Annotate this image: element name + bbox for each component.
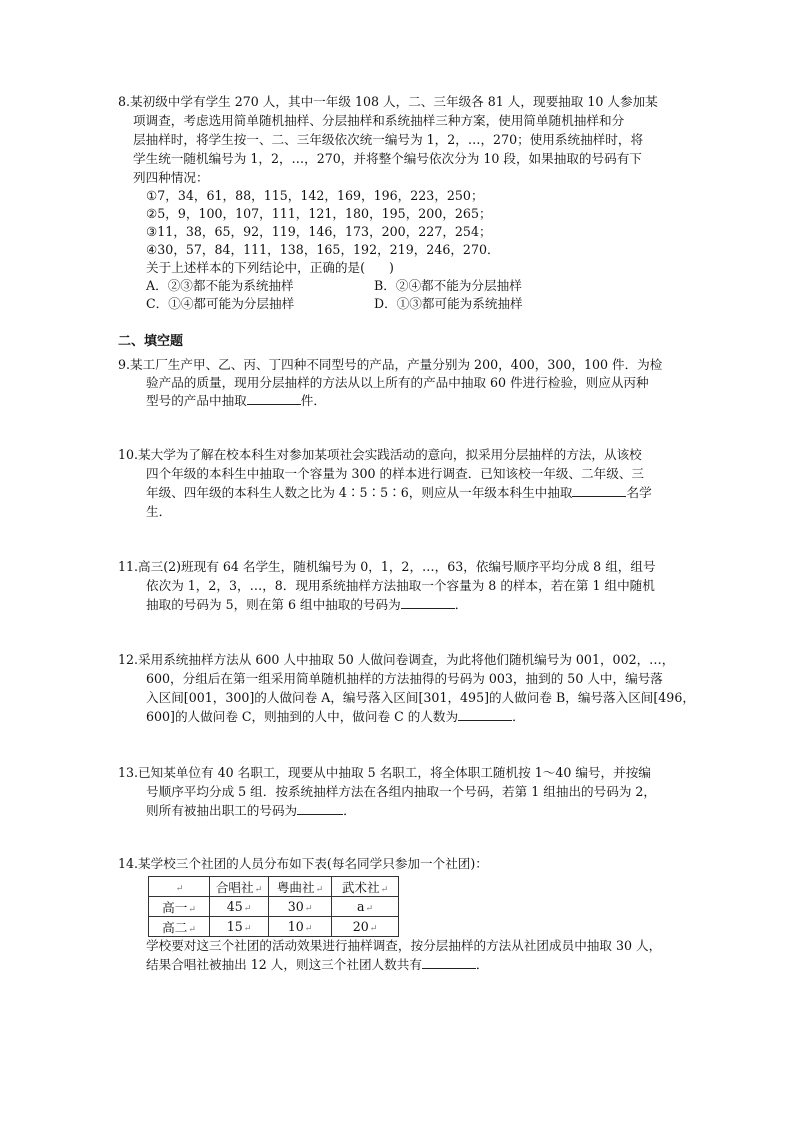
q8-case-3: ③11，38，65，92，119，146，173，200，227，254； <box>146 224 492 239</box>
table-cell: 高二↵ <box>149 917 210 937</box>
q8-case-4: ④30，57，84，111，138，165，192，219，246，270． <box>146 242 500 257</box>
q9-line-2: 验产品的质量，现用分层抽样的方法从以上所有的产品中抽取 60 件进行检验，则应从丙种 <box>146 375 649 390</box>
q8-option-c: C．①④都可能为分层抽样 <box>146 296 295 311</box>
q8-line-1: 8.某初级中学有学生 270 人，其中一年级 108 人，二、三年级各 81 人，现要抽取 10 人参加某 <box>118 94 658 109</box>
q8-stem-question: 关于上述样本的下列结论中，正确的是( ) <box>146 260 394 275</box>
q9-line-1: 9.某工厂生产甲、乙、丙、丁四种不同型号的产品，产量分别为 200，400，300，100 件．为检 <box>118 357 663 372</box>
q9-line-3 <box>146 392 326 410</box>
q14-tail: ． <box>475 957 489 972</box>
q8-case-2: ②5，9，100，107，111，121，180，195，200，265； <box>146 206 492 221</box>
q9-tail: 件． <box>300 393 326 408</box>
q14-line-2 <box>146 956 489 974</box>
q12-tail: ． <box>512 709 525 724</box>
q12-line-2: 600，分组后在第一组采用简单随机抽样的方法抽得的号码为 003，抽到的 50 人中，编号落 <box>146 671 663 686</box>
q11-line-2: 依次为 1，2，3，…，8．现用系统抽样方法抽取一个容量为 8 的样本，若在第 1 组中随机 <box>146 578 655 593</box>
q8-line-5: 列四种情况： <box>133 170 209 185</box>
q13-line-3-text: 则所有被抽出职工的号码为 <box>146 803 298 818</box>
q10-answer-blank[interactable] <box>572 484 626 497</box>
q8-line-2: 项调查，考虑选用简单随机抽样、分层抽样和系统抽样三种方案，使用简单随机抽样和分 <box>133 113 625 128</box>
q10-line-1: 10.某大学为了解在校本科生对参加某项社会实践活动的意向，拟采用分层抽样的方法，从该校 <box>118 447 642 462</box>
q11-line-3 <box>146 596 467 614</box>
q12-line-4 <box>146 708 525 726</box>
q13-line-1: 13.已知某单位有 40 名职工，现要从中抽取 5 名职工，将全体职工随机按 1～40 编号，并按编 <box>118 765 651 780</box>
table-cell: 高一↵ <box>149 897 210 917</box>
table-header-row <box>149 877 399 897</box>
q8-case-1: ①7，34，61，88，115，142，169，196，223，250； <box>146 188 484 203</box>
q8-option-b: B．②④都不能为分层抽样 <box>374 278 522 293</box>
q11-line-1: 11.高三(2)班现有 64 名学生，随机编号为 0，1，2，…，63，依编号顺序平均分成 8 组，组号 <box>118 559 656 574</box>
q11-tail: ． <box>454 597 468 612</box>
q14-line-2-text: 结果合唱社被抽出 12 人，则这三个社团人数共有 <box>146 957 422 972</box>
q12-line-1: 12.采用系统抽样方法从 600 人中抽取 50 人做问卷调查，为此将他们随机编号为 001，002，…， <box>118 652 675 667</box>
q8-line-4: 学生统一随机编号为 1，2，…，270，并将整个编号依次分为 10 段，如果抽取的号码有下 <box>133 151 642 166</box>
q10-line-3-text: 年级、四年级的本科生人数之比为 4∶5∶5∶6，则应从一年级本科生中抽取 <box>146 485 573 500</box>
q10-line-3 <box>146 484 652 502</box>
q11-line-3-text: 抽取的号码为 5，则在第 6 组中抽取的号码为 <box>146 597 401 612</box>
club-distribution-table <box>148 876 399 937</box>
q12-line-4-text: 600]的人做问卷 C，则抽到的人中，做问卷 C 的人数为 <box>146 709 459 724</box>
table-row <box>149 897 399 917</box>
table-cell: 30↵ <box>269 897 332 917</box>
q8-option-a: A．②③都不能为系统抽样 <box>146 278 294 293</box>
table-row <box>149 917 399 937</box>
q11-answer-blank[interactable] <box>401 596 455 609</box>
table-corner-cell: ↵ <box>149 877 210 897</box>
table-cell: 15↵ <box>210 917 269 937</box>
q14-line-1: 学校要对这三个社团的活动效果进行抽样调查，按分层抽样的方法从社团成员中抽取 30 人， <box>146 938 662 953</box>
q10-line-2: 四个年级的本科生中抽取一个容量为 300 的样本进行调查．已知该校一年级、二年级、三 <box>146 466 645 481</box>
table-cell: 20↵ <box>332 917 399 937</box>
q14-intro: 14.某学校三个社团的人员分布如下表(每名同学只参加一个社团)： <box>118 856 488 871</box>
q10-tail: 名学 <box>626 485 652 500</box>
q9-answer-blank[interactable] <box>247 392 301 405</box>
q13-line-3 <box>146 802 356 820</box>
q13-answer-blank[interactable] <box>297 802 343 815</box>
table-header-cell: 武术社↵ <box>332 877 399 897</box>
table-cell: 45↵ <box>210 897 269 917</box>
q8-option-d: D．①③都可能为系统抽样 <box>374 296 523 311</box>
section-heading-fill-in: 二、填空题 <box>118 334 184 349</box>
q8-line-3: 层抽样时，将学生按一、二、三年级依次统一编号为 1，2，…，270；使用系统抽样时，将 <box>133 132 644 147</box>
q12-answer-blank[interactable] <box>458 708 512 721</box>
table-cell: 10↵ <box>269 917 332 937</box>
q10-line-4: 生． <box>146 504 172 519</box>
table-header-cell: 合唱社↵ <box>210 877 269 897</box>
table-header-cell: 粤曲社↵ <box>269 877 332 897</box>
q13-line-2: 号顺序平均分成 5 组．按系统抽样方法在各组内抽取一个号码，若第 1 组抽出的号码为 2， <box>146 784 657 799</box>
q9-line-3-text: 型号的产品中抽取 <box>146 393 247 408</box>
q12-line-3: 入区间[001，300]的人做问卷 A，编号落入区间[301，495]的人做问卷 B，编号落入区间[496， <box>146 690 695 705</box>
table-cell: a↵ <box>332 897 399 917</box>
q13-tail: ． <box>343 803 356 818</box>
q14-answer-blank[interactable] <box>422 956 476 969</box>
